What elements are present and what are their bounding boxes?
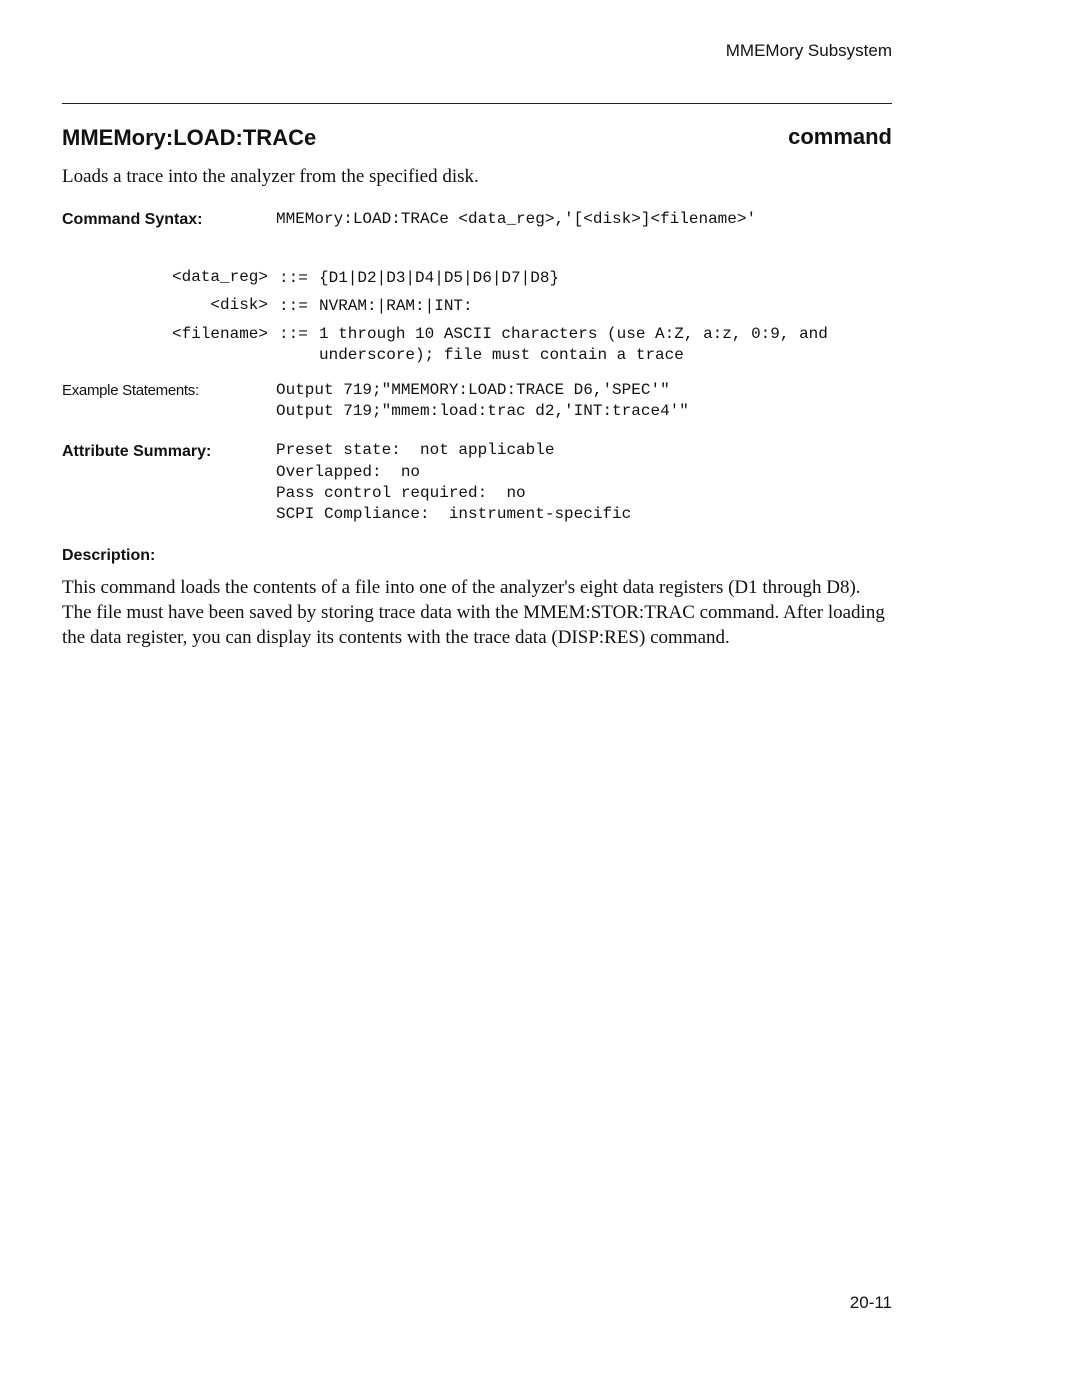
example-line: Output 719;"MMEMORY:LOAD:TRACE D6,'SPEC'" [276,381,670,399]
page-number: 20-11 [849,1293,892,1312]
def-op-data-reg: ::= [279,269,308,287]
header-rule [62,103,892,104]
command-syntax-label: Command Syntax: [62,211,203,228]
attribute-line: Overlapped: no [276,463,421,481]
command-type: command [788,124,892,149]
attribute-line: SCPI Compliance: instrument-specific [276,505,632,523]
def-op-disk: ::= [279,297,308,315]
def-value-filename-cont: underscore); file must contain a trace [319,346,684,364]
examples-label: Example Statements: [62,382,199,399]
attribute-line: Preset state: not applicable [276,441,555,459]
command-intro: Loads a trace into the analyzer from the specified disk. [62,166,479,187]
command-title: MMEMory:LOAD:TRACe [62,125,317,150]
def-term-disk: <disk> [210,296,268,314]
def-term-filename: <filename> [171,325,268,343]
def-term-data-reg: <data_reg> [171,268,268,286]
description-text: This command loads the contents of a file into one of the analyzer's eight data registers (D1 through D8). The file must have been saved by storing trace data with the MMEM:STOR:TRAC command. After loading the data register, you can display its contents with the trace data (DISP:RES) command. [62,577,885,648]
def-value-disk: NVRAM:|RAM:|INT: [319,297,473,315]
attribute-line: Pass control required: no [276,484,526,502]
def-value-filename: 1 through 10 ASCII characters (use A:Z, a:z, 0:9, and [319,325,828,343]
running-header: MMEMory Subsystem [725,41,892,60]
attributes-label: Attribute Summary: [62,443,212,460]
def-value-data-reg: {D1|D2|D3|D4|D5|D6|D7|D8} [319,269,560,287]
def-op-filename: ::= [279,325,308,343]
command-syntax-value: MMEMory:LOAD:TRACe <data_reg>,'[<disk>]<filename>' [276,210,757,228]
example-line: Output 719;"mmem:load:trac d2,'INT:trace4'" [276,402,689,420]
description-label: Description: [62,547,156,564]
